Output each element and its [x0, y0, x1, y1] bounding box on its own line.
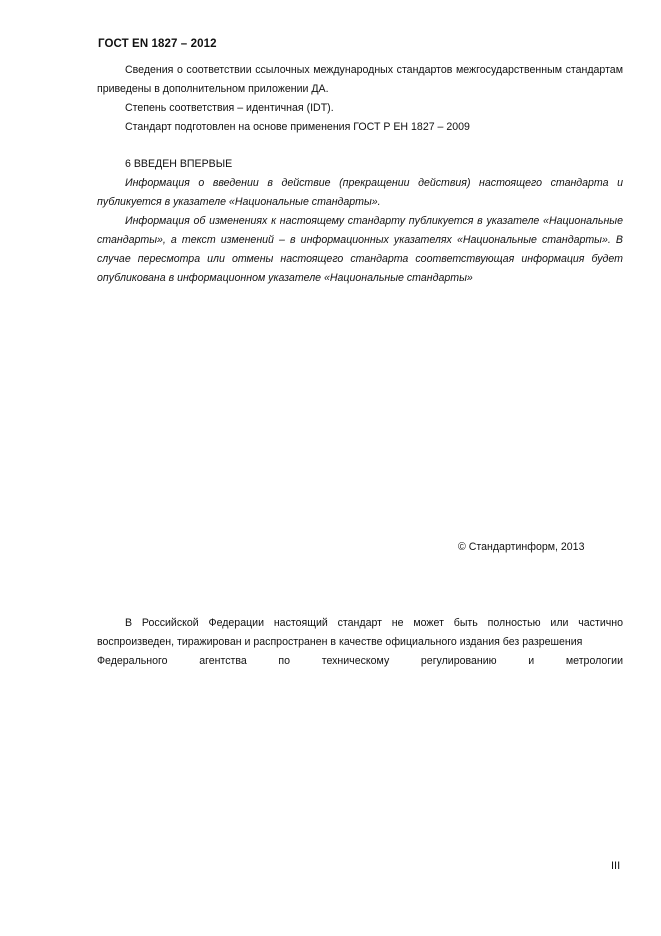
reproduction-notice-agency: Федерального агентства по техническому регулированию и метрологии [97, 655, 623, 667]
reproduction-notice-text: В Российской Федерации настоящий стандарт не может быть полностью или частично воспроизведен, тиражирован и распространен в качестве официального издания без разрешения [97, 617, 623, 648]
intro-block [97, 61, 623, 137]
section-6-paragraph-changes: Информация об изменениях к настоящему стандарту публикуется в указателе «Национальные стандарты», а текст изменений – в информационных указателях «Национальные стандарты». В случае пересмотра или отмены настоящего стандарта соответствующая информация будет опубликована в информационном указателе «Национальные стандарты» [97, 215, 623, 284]
section-6-block [97, 155, 623, 288]
standard-designation: ГОСТ EN 1827 – 2012 [98, 38, 217, 50]
intro-paragraph-conformity: Степень соответствия – идентичная (IDT). [125, 102, 334, 114]
page-number: III [611, 860, 621, 872]
intro-paragraph-basis: Стандарт подготовлен на основе применения ГОСТ Р ЕН 1827 – 2009 [125, 121, 470, 133]
intro-paragraph-references: Сведения о соответствии ссылочных международных стандартов межгосударственным стандартам приведены в дополнительном приложении ДА. [97, 64, 623, 95]
reproduction-notice [97, 614, 623, 671]
section-6-heading: 6 ВВЕДЕН ВПЕРВЫЕ [125, 158, 233, 170]
section-6-paragraph-enactment: Информация о введении в действие (прекращении действия) настоящего стандарта и публикуется в указателе «Национальные стандарты». [97, 177, 623, 208]
copyright-notice: © Стандартинформ, 2013 [458, 541, 585, 553]
